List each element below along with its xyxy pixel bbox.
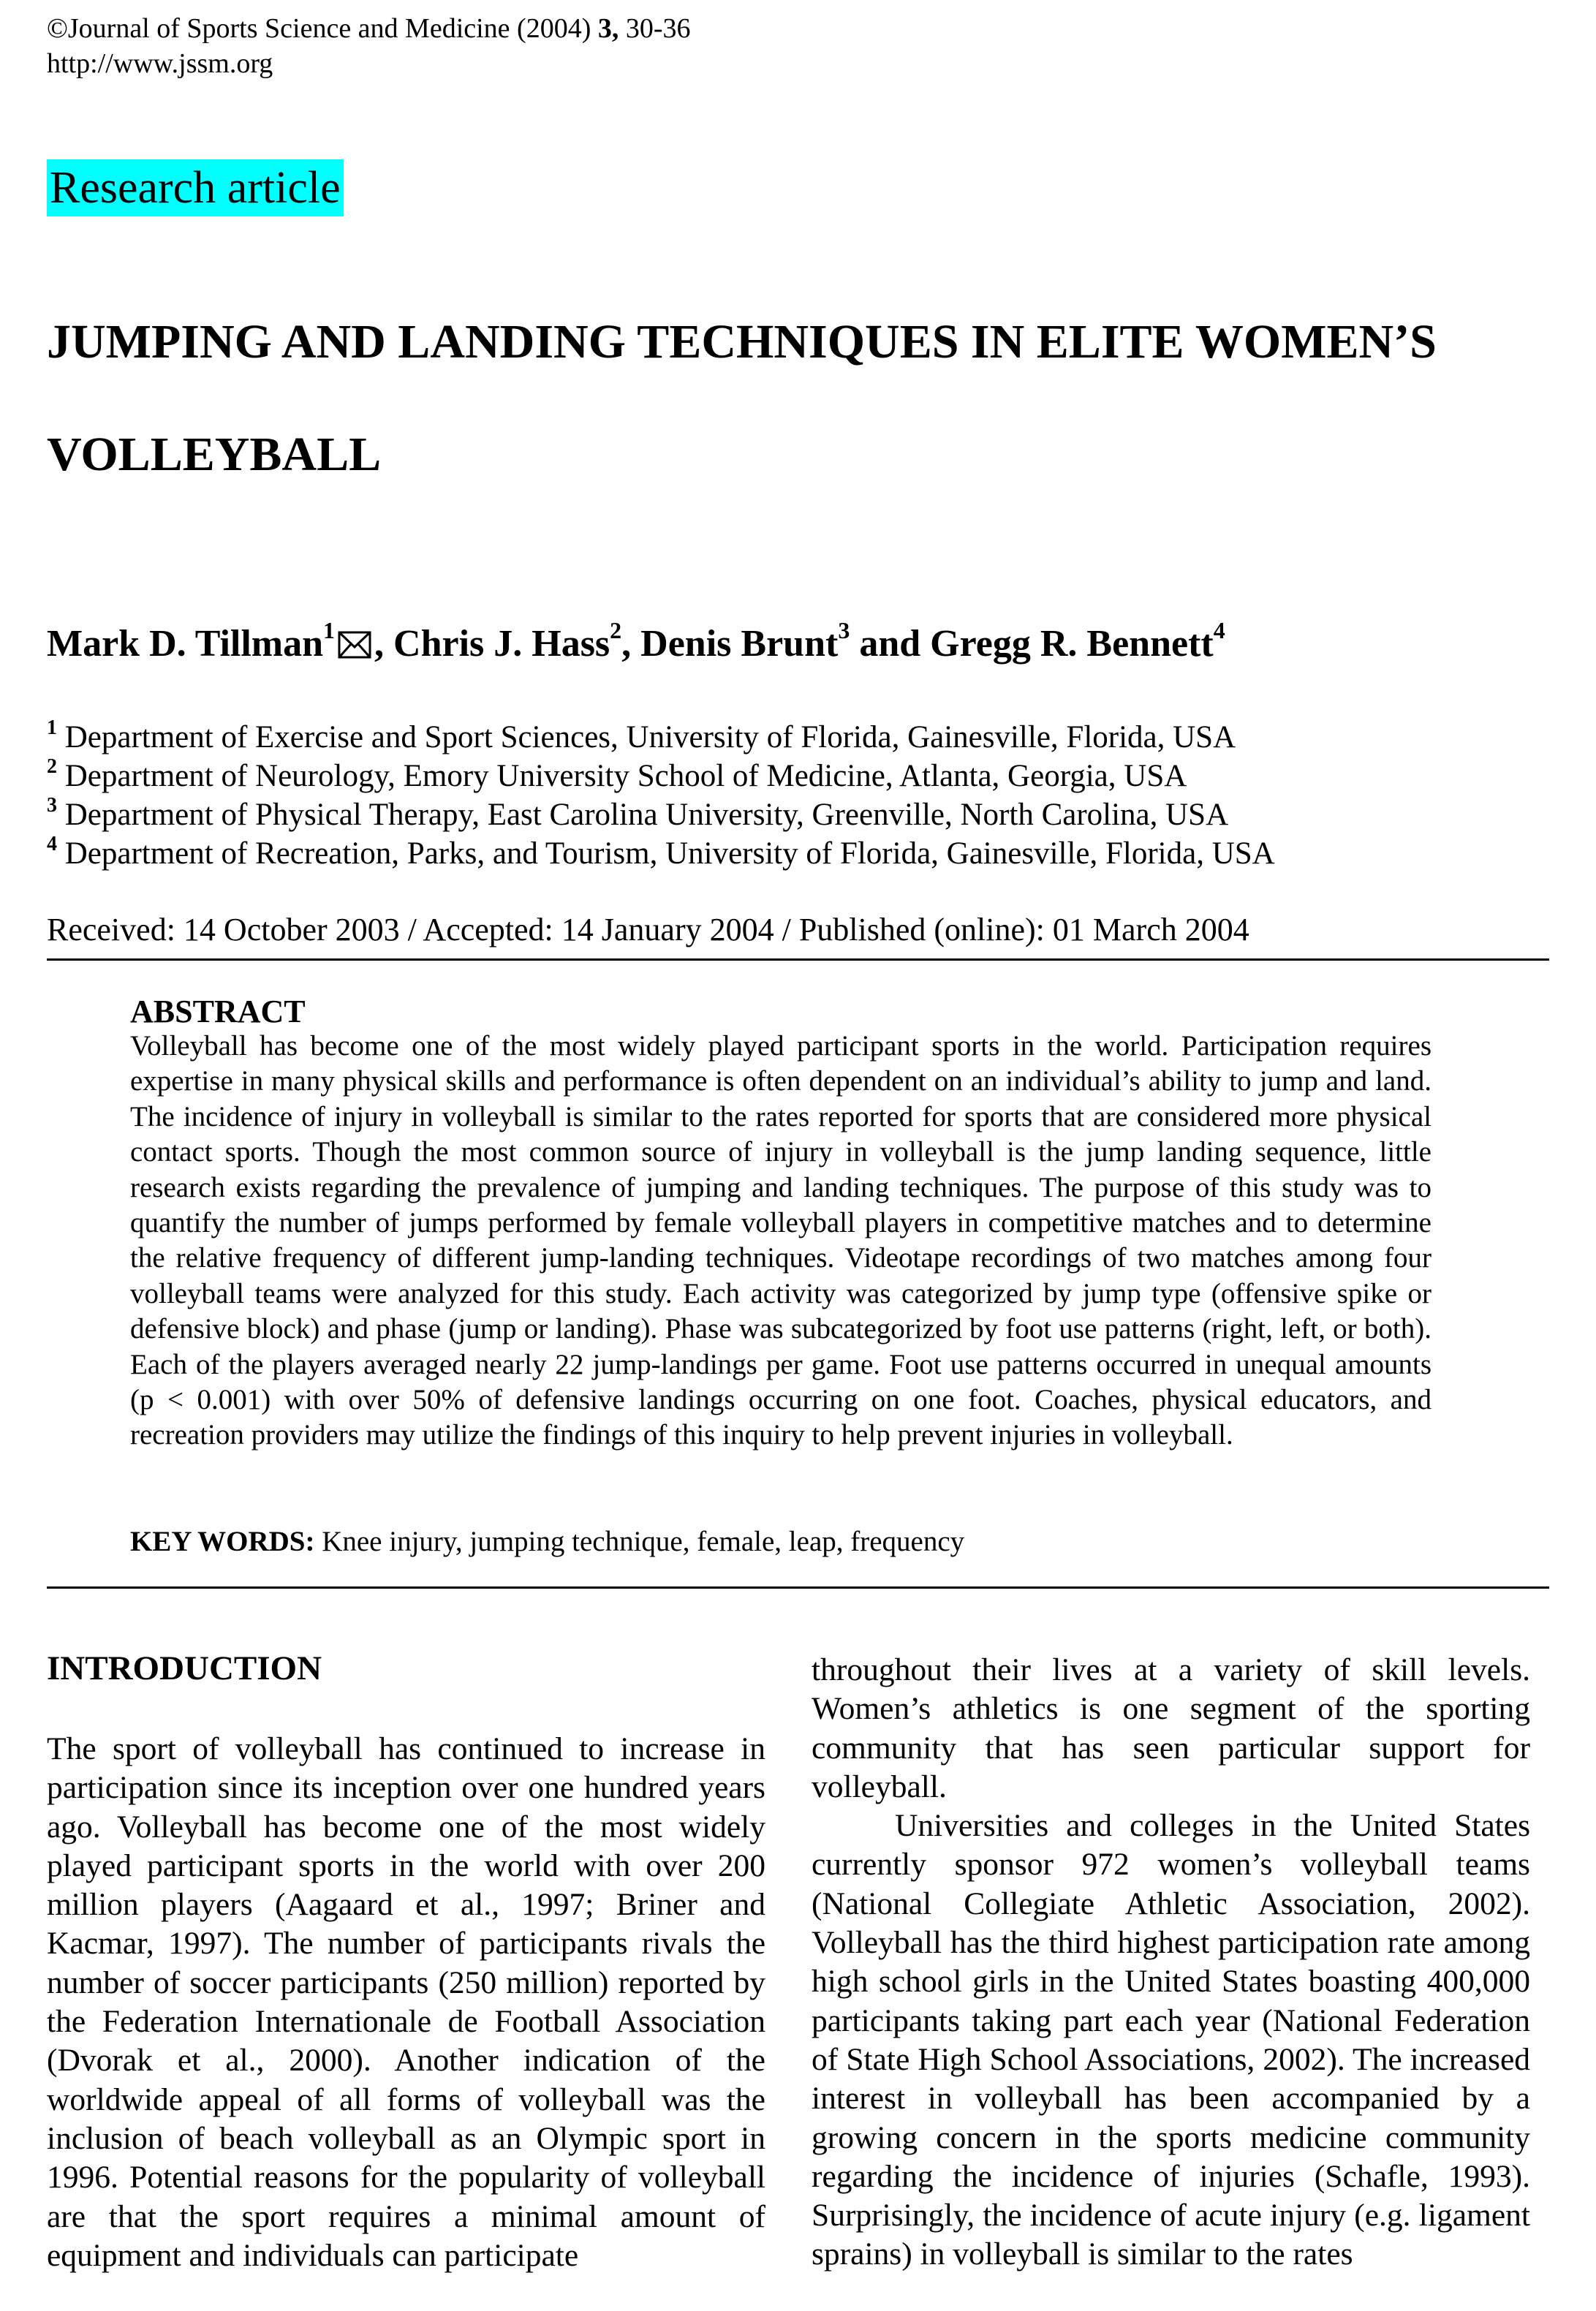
affiliation-line xyxy=(47,718,1236,757)
author-name: Denis Brunt xyxy=(640,623,839,665)
author-separator: and xyxy=(850,623,931,665)
author-list xyxy=(47,619,1225,670)
keywords-label: KEY WORDS: xyxy=(130,1526,315,1557)
keywords xyxy=(130,1524,964,1559)
author-affiliation-number: 3 xyxy=(838,617,850,643)
author-name: Mark D. Tillman xyxy=(47,623,324,665)
keywords-text: Knee injury, jumping technique, female, leap, frequency xyxy=(314,1526,965,1557)
author-name: Chris J. Hass xyxy=(393,623,610,665)
affiliation-number: 1 xyxy=(47,716,57,739)
publication-dates: Received: 14 October 2003 / Accepted: 14 January 2004 / Published (online): 01 March 2004 xyxy=(47,912,1249,948)
affiliation-number: 2 xyxy=(47,755,57,778)
introduction-heading: INTRODUCTION xyxy=(47,1649,322,1687)
affiliation-text: Department of Recreation, Parks, and Tourism, University of Florida, Gainesville, Florida, USA xyxy=(57,836,1275,871)
journal-citation xyxy=(47,10,691,47)
section-divider xyxy=(47,1586,1549,1589)
journal-volume: 3, xyxy=(597,13,619,44)
section-divider xyxy=(47,958,1549,961)
envelope-icon xyxy=(338,621,371,649)
affiliation-line xyxy=(47,757,1187,795)
affiliation-line xyxy=(47,795,1228,834)
affiliation-text: Department of Neurology, Emory University School of Medicine, Atlanta, Georgia, USA xyxy=(57,759,1187,793)
author-separator: , xyxy=(374,623,394,665)
article-type-badge: Research article xyxy=(47,159,344,216)
affiliation-number: 4 xyxy=(47,833,57,855)
journal-url: http://www.jssm.org xyxy=(47,48,273,79)
author-separator: , xyxy=(621,623,641,665)
intro-right-column xyxy=(812,1651,1530,2274)
affiliation-text: Department of Exercise and Sport Sciences, University of Florida, Gainesville, Florida, USA xyxy=(57,720,1236,754)
paragraph: Universities and colleges in the United States currently sponsor 972 women’s volleyball teams (National Collegiate Athletic Association, 2002). Volleyball has the third highest participation rate among high school girls in the United States boasting 400,000 participants taking part each year (National Federation of State High School Associations, 2002). The increased interest in volleyball has been accompanied by a growing concern in the sports medicine community regarding the incidence of injuries (Schafle, 1993). Surprisingly, the incidence of acute injury (e.g. ligament sprains) in volleyball is similar to the rates xyxy=(812,1808,1530,2272)
journal-name: ©Journal of Sports Science and Medicine (2004) xyxy=(47,13,598,44)
author-affiliation-number: 4 xyxy=(1213,617,1225,643)
paragraph: throughout their lives at a variety of skill levels. Women’s athletics is one segment of the sporting community that has seen particular support for volleyball. xyxy=(812,1652,1530,1804)
author-affiliation-number: 2 xyxy=(610,617,622,643)
abstract-text: Volleyball has become one of the most widely played participant sports in the world. Participation requires expertise in many physical skills and performance is often dependent on an individual’s ability to jump and land. The incidence of injury in volleyball is similar to the rates reported for sports that are considered more physical contact sports. Though the most common source of injury in volleyball is the jump landing sequence, little research exists regarding the prevalence of jumping and landing techniques. The purpose of this study was to quantify the number of jumps performed by female volleyball players in competitive matches and to determine the relative frequency of different jump-landing techniques. Videotape recordings of two matches among four volleyball teams were analyzed for this study. Each activity was categorized by jump type (offensive spike or defensive block) and phase (jump or landing). Phase was subcategorized by foot use patterns (right, left, or both). Each of the players averaged nearly 22 jump-landings per game. Foot use patterns occurred in unequal amounts (p < 0.001) with over 50% of defensive landings occurring on one foot. Coaches, physical educators, and recreation providers may utilize the findings of this inquiry to help prevent injuries in volleyball. xyxy=(130,1030,1432,1451)
affiliation-number: 3 xyxy=(47,794,57,817)
author-affiliation-number: 1 xyxy=(323,617,336,643)
author-name: Gregg R. Bennett xyxy=(930,623,1214,665)
journal-pages: 30-36 xyxy=(619,13,691,44)
article-title-line-2: VOLLEYBALL xyxy=(47,428,382,481)
intro-left-column: The sport of volleyball has continued to increase in participation since its inception over one hundred years ago. Volleyball has become one of the most widely played participant sports in the world with over 200 million players (Aagaard et al., 1997; Briner and Kacmar, 1997). The number of participants rivals the number of soccer participants (250 million) reported by the Federation Internationale de Football Association (Dvorak et al., 2000). Another indication of the worldwide appeal of all forms of volleyball was the inclusion of beach volleyball as an Olympic sport in 1996. Potential reasons for the popularity of volleyball are that the sport requires a minimal amount of equipment and individuals can participate xyxy=(47,1731,765,2273)
article-title-line-1: JUMPING AND LANDING TECHNIQUES IN ELITE WOMEN’S xyxy=(47,315,1437,368)
abstract-heading: ABSTRACT xyxy=(130,994,306,1029)
affiliation-text: Department of Physical Therapy, East Carolina University, Greenville, North Carolina, USA xyxy=(57,798,1229,832)
affiliation-line xyxy=(47,834,1275,873)
